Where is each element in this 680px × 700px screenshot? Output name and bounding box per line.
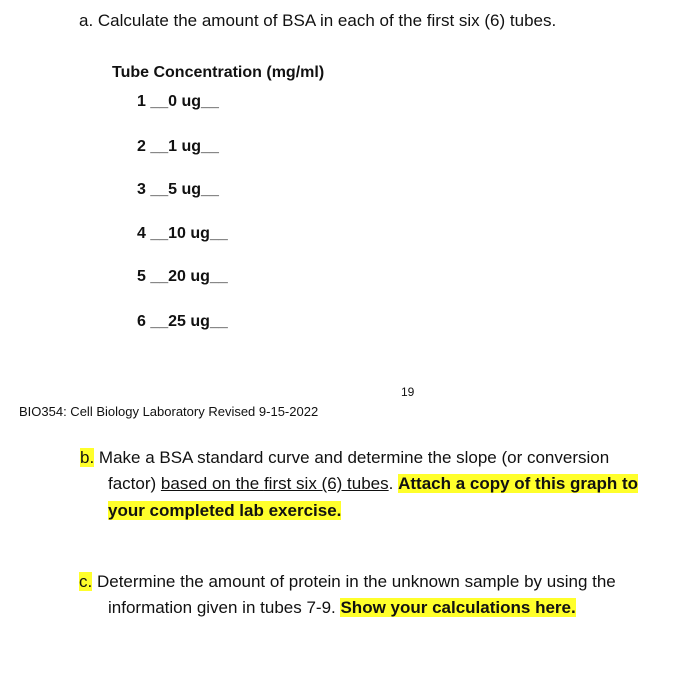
tube-number: 6 xyxy=(137,313,146,330)
question-b-line-1 xyxy=(80,448,609,468)
question-b-highlighted-instruction: Attach a copy of this graph to xyxy=(398,474,638,493)
tube-value: __25 ug__ xyxy=(150,313,228,330)
tube-row xyxy=(137,268,228,286)
tube-value: __20 ug__ xyxy=(150,268,228,285)
question-b-underlined-text: based on the xyxy=(160,474,264,493)
question-c-line-2 xyxy=(108,598,576,618)
question-b-highlighted-instruction: your completed lab exercise. xyxy=(108,501,342,520)
tube-row xyxy=(137,313,228,331)
tube-number: 3 xyxy=(137,181,146,198)
question-c-highlighted-instruction: Show your calculations here. xyxy=(340,598,576,617)
tube-row xyxy=(137,225,228,243)
page-number: 19 xyxy=(401,385,415,399)
question-c-text: information given in tubes 7-9. xyxy=(108,598,341,617)
tube-number: 1 xyxy=(137,93,146,110)
tube-number: 4 xyxy=(137,225,146,242)
tube-table-header: Tube Concentration (mg/ml) xyxy=(112,64,325,81)
question-c-text: Determine the amount of protein in the unknown sample by using the xyxy=(92,572,616,591)
question-b-line-3 xyxy=(108,501,341,521)
question-b-text: Make a BSA standard curve and determine the slope (or conversion xyxy=(94,448,610,467)
question-c-line-1 xyxy=(79,572,616,592)
tube-row xyxy=(137,181,219,199)
tube-number: 5 xyxy=(137,268,146,285)
tube-row xyxy=(137,93,219,111)
question-b-text: . xyxy=(388,474,399,493)
page-footer: BIO354: Cell Biology Laboratory Revised 9-15-2022 xyxy=(19,404,319,419)
question-b-underlined-text: first six (6) tubes xyxy=(263,474,389,493)
tube-value: __5 ug__ xyxy=(150,181,219,198)
question-b-line-2 xyxy=(108,474,638,494)
tube-value: __10 ug__ xyxy=(150,225,228,242)
question-b-label: b. xyxy=(80,448,95,467)
tube-value: __1 ug__ xyxy=(150,138,219,155)
tube-row xyxy=(137,138,219,156)
question-c-label: c. xyxy=(79,572,93,591)
tube-number: 2 xyxy=(137,138,146,155)
question-b-text: factor) xyxy=(108,474,161,493)
question-a: a. Calculate the amount of BSA in each of the first six (6) tubes. xyxy=(79,11,557,30)
tube-value: __0 ug__ xyxy=(150,93,219,110)
